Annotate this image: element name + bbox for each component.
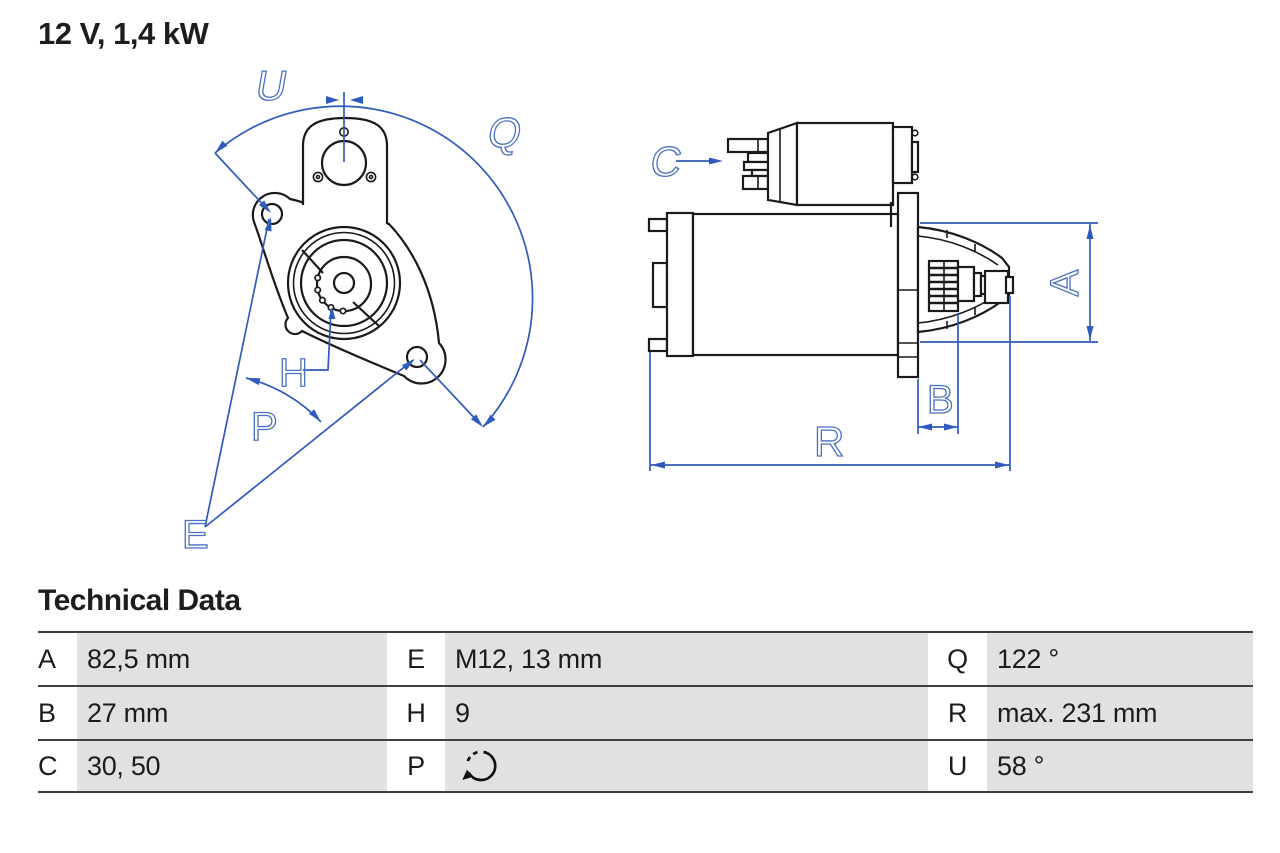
- tech-value-b: 27 mm: [77, 687, 387, 739]
- mounting-bracket: [898, 193, 918, 377]
- table-row: [38, 631, 1253, 685]
- tech-key-h: H: [387, 687, 445, 739]
- tech-value-r: max. 231 mm: [987, 687, 1253, 739]
- front-bearing-block: [985, 271, 1008, 303]
- solenoid-terminal-lower: [743, 176, 768, 189]
- e-leader-upper: [205, 219, 269, 527]
- solenoid: [728, 123, 918, 227]
- arc-start-arrow: [215, 141, 228, 153]
- tech-key-p: P: [387, 741, 445, 791]
- rear-lugs: [649, 219, 667, 351]
- label-c: C: [647, 138, 685, 185]
- tech-key-q: Q: [928, 633, 987, 685]
- label-p: P: [251, 405, 278, 449]
- b-arrow-left: [918, 424, 932, 431]
- rear-end-cap: [667, 213, 693, 356]
- tech-key-c: C: [38, 741, 77, 791]
- front-cap: [1006, 277, 1013, 293]
- p-arc-arrow-start: [246, 378, 260, 385]
- label-b: B: [927, 378, 954, 422]
- c-arrow: [709, 158, 723, 165]
- solenoid-cap: [768, 123, 797, 205]
- technical-data-table: [38, 631, 1253, 793]
- tech-key-u: U: [928, 741, 987, 791]
- tech-value-u: 58 °: [987, 741, 1253, 791]
- tech-value-a: 82,5 mm: [77, 633, 387, 685]
- pinion-gear: [929, 261, 958, 311]
- table-row: [38, 685, 1253, 739]
- solenoid-body: [797, 123, 893, 205]
- label-e: E: [182, 513, 209, 557]
- label-u: U: [252, 62, 291, 109]
- label-q: Q: [484, 109, 526, 156]
- clutch-block: [958, 267, 974, 301]
- solenoid-end: [893, 127, 912, 183]
- a-arrow-top: [1087, 225, 1094, 239]
- tech-key-e: E: [387, 633, 445, 685]
- r-arrow-left: [651, 462, 665, 469]
- label-a: A: [1043, 269, 1087, 297]
- solenoid-terminal-upper: [728, 139, 768, 152]
- page-title: 12 V, 1,4 kW: [38, 16, 209, 51]
- label-r: R: [814, 418, 845, 465]
- radial-line-upper: [215, 153, 269, 211]
- apex-arrow-right: [350, 96, 363, 104]
- b-arrow-right: [944, 424, 958, 431]
- tech-value-p: [445, 741, 928, 791]
- apex-arrow-left: [326, 96, 339, 104]
- arc-end-arrow: [483, 415, 496, 427]
- starter-front-view: [253, 118, 446, 384]
- tech-value-q: 122 °: [987, 633, 1253, 685]
- a-arrow-bottom: [1087, 326, 1094, 340]
- label-h: H: [279, 351, 308, 395]
- tech-key-b: B: [38, 687, 77, 739]
- tech-value-e: M12, 13 mm: [445, 633, 928, 685]
- tech-key-a: A: [38, 633, 77, 685]
- e-leader-lower: [205, 360, 413, 527]
- radial-line-lower: [420, 360, 481, 425]
- r-arrow-right: [995, 462, 1009, 469]
- counterclockwise-rotation-icon: [457, 745, 501, 791]
- motor-body: [693, 214, 898, 355]
- tech-key-r: R: [928, 687, 987, 739]
- technical-data-heading: Technical Data: [38, 584, 241, 617]
- tech-value-c: 30, 50: [77, 741, 387, 791]
- table-row: [38, 739, 1253, 793]
- tech-value-h: 9: [445, 687, 928, 739]
